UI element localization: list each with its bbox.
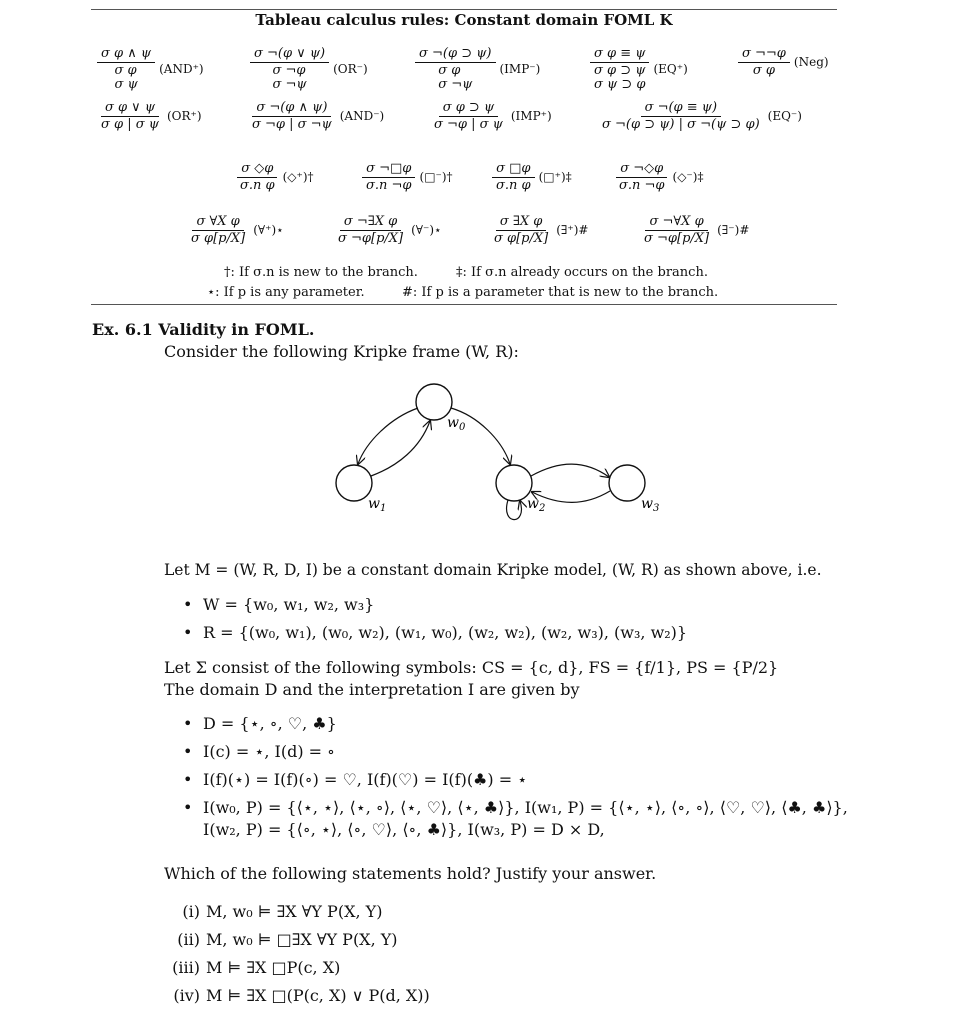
edge-w3-w2 xyxy=(532,491,610,502)
statement-item: (iv) M ⊨ ∃X □(P(c, X) ∨ P(d, X)) xyxy=(173,986,430,1005)
frame-item: • W = {w₀, w₁, w₂, w₃} xyxy=(185,595,374,614)
footnote-star: ⋆: If p is any parameter. xyxy=(207,285,365,300)
rule-diamond-minus: $\frac{\sigma \neg◇\varphi}{\sigma.n \neg\varphi}$ (◇⁻)‡ xyxy=(615,161,703,193)
edge-w1-w0 xyxy=(371,421,430,476)
rule-diamond-plus: $\frac{\sigma ◇\varphi}{\text{σ.n φ}}$ (◇⁺)† xyxy=(236,161,314,193)
model-text: Let M = (W, R, D, I) be a constant domain Kripke model, (W, R) as shown above, i.e. xyxy=(164,561,822,579)
edge-w2-w2 xyxy=(507,500,522,520)
rule-exists-plus: $\frac{\text{σ ∃X φ}}{\text{σ φ[p/X]}}$ (∃⁺)# xyxy=(494,214,589,246)
statement-item: (ii) M, w₀ ⊨ □∃X ∀Y P(X, Y) xyxy=(177,930,398,949)
domain-intro: The domain D and the interpretation I are given by xyxy=(164,680,580,699)
question-text: Which of the following statements hold? Justify your answer. xyxy=(164,864,657,883)
label-w1: $w_1$ xyxy=(368,496,387,514)
edge-w0-w1 xyxy=(358,408,418,464)
interp-item-cont: I(w₂, P) = {⟨∘, ⋆⟩, ⟨∘, ♡⟩, ⟨∘, ♣⟩}, I(w₃, P) = D × D, xyxy=(203,820,605,839)
rule-or-minus: σ ¬(φ ∨ ψ) σ ¬φ σ ¬ψ (OR⁻) xyxy=(250,46,368,92)
footnote-ddagger: ‡: If σ.n already occurs on the branch. xyxy=(456,265,708,280)
label-w0: $w_0$ xyxy=(447,415,466,433)
rule-forall-minus: $\frac{\text{σ ¬∃X φ}}{\sigma \neg\varphi[p/X]}$ (∀⁻)⋆ xyxy=(338,214,442,246)
rule-and-plus: σ φ ∧ ψ σ φ σ ψ (AND⁺) xyxy=(97,46,204,92)
label-w2: $w_2$ xyxy=(527,496,546,514)
rule-exists-minus: $\frac{\text{σ ¬∀X φ}}{\sigma \neg\varphi[p/X]}$ (∃⁻)# xyxy=(644,214,750,246)
interp-item: • D = {⋆, ∘, ♡, ♣} xyxy=(185,714,337,733)
node-w3 xyxy=(609,465,645,501)
interp-item: • I(f)(⋆) = I(f)(∘) = ♡, I(f)(♡) = I(f)(♣) = ⋆ xyxy=(185,770,527,789)
statement-item: (iii) M ⊨ ∃X □P(c, X) xyxy=(172,958,341,977)
edge-w2-w3 xyxy=(531,464,609,477)
footnote-dagger: †: If σ.n is new to the branch. xyxy=(224,265,418,280)
rule-neg: $\frac{\sigma \neg\neg\varphi}{\text{σ φ}}$ (Neg) xyxy=(738,46,829,78)
rule-box-plus: $\frac{\sigma □\varphi}{\text{σ.n φ}}$ (□⁺)‡ xyxy=(492,161,572,193)
rule-and-minus: $\frac{\sigma \neg(\varphi \wedge \psi)}{\sigma \neg\varphi | \sigma \neg\psi}$ (AND⁻) xyxy=(252,100,385,132)
rule-eq-minus: $\frac{\sigma \neg(\varphi \equiv \psi)}{\sigma \neg(\varphi ⊃ \psi) | \sigma \neg(\psi ⊃ \varphi)}$ (EQ⁻) xyxy=(602,100,802,132)
footnote-hash: #: If p is a parameter that is new to the branch. xyxy=(402,285,719,300)
rule-imp-minus: σ ¬(φ ⊃ ψ) σ φ σ ¬ψ (IMP⁻) xyxy=(415,46,540,92)
label-w3: $w_3$ xyxy=(641,496,660,514)
interp-item: • I(w₀, P) = {⟨⋆, ⋆⟩, ⟨⋆, ∘⟩, ⟨⋆, ♡⟩, ⟨⋆, ♣⟩}, I(w₁, P) = {⟨⋆, ⋆⟩, ⟨∘, ∘⟩, ⟨♡, ♡⟩, ⟨♣, ♣⟩}, xyxy=(185,798,848,817)
edge-w0-w2 xyxy=(451,408,510,464)
rule-eq-plus: σ φ ≡ ψ σ φ ⊃ ψ σ ψ ⊃ φ (EQ⁺) xyxy=(590,46,688,92)
rules-title: Tableau calculus rules: Constant domain FOML K xyxy=(255,11,673,29)
frame-item: • R = {(w₀, w₁), (w₀, w₂), (w₁, w₀), (w₂, w₂), (w₂, w₃), (w₃, w₂)} xyxy=(185,623,687,642)
exercise-intro: Consider the following Kripke frame (W, R): xyxy=(164,342,519,361)
node-w1 xyxy=(336,465,372,501)
interp-item: • I(c) = ⋆, I(d) = ∘ xyxy=(185,742,335,761)
rules-top-rule xyxy=(91,9,837,10)
rules-bottom-rule xyxy=(91,304,837,305)
rule-forall-plus: $\frac{\text{σ ∀X φ}}{\text{σ φ[p/X]}}$ (∀⁺)⋆ xyxy=(191,214,284,246)
rule-or-plus: $\frac{\text{σ φ ∨ ψ}}{\text{σ φ | σ ψ}}$ (OR⁺) xyxy=(101,100,202,132)
kripke-frame-diagram xyxy=(0,370,974,570)
rule-box-minus: $\frac{\sigma \neg□\varphi}{\sigma.n \neg\varphi}$ (□⁻)† xyxy=(362,161,453,193)
rule-imp-plus: $\frac{\text{σ φ ⊃ ψ}}{\text{σ ¬φ | σ ψ}}$ (IMP⁺) xyxy=(434,100,552,132)
signature-text: Let Σ consist of the following symbols: CS = {c, d}, FS = {f/1}, PS = {P/2} xyxy=(164,658,779,677)
statement-item: (i) M, w₀ ⊨ ∃X ∀Y P(X, Y) xyxy=(182,902,383,921)
exercise-heading: Ex. 6.1 Validity in FOML. xyxy=(92,320,315,339)
